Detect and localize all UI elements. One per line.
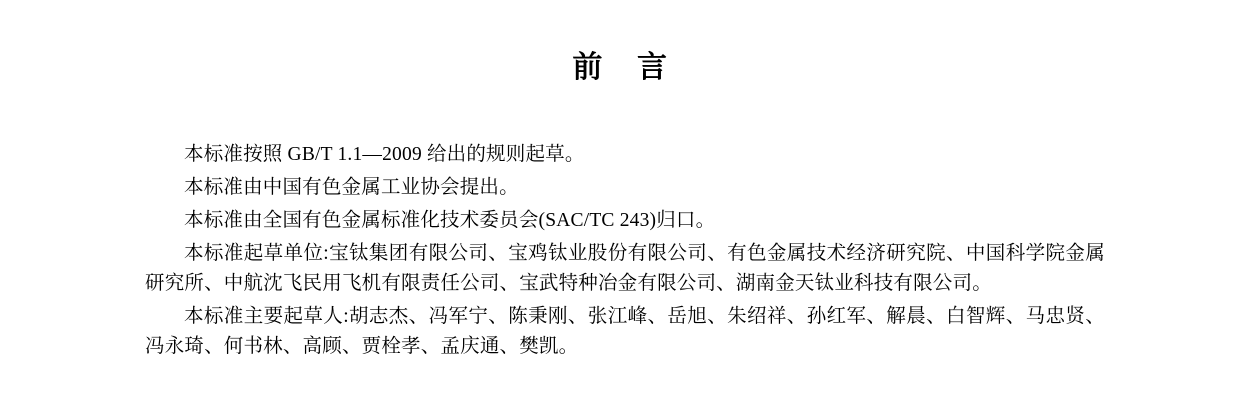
page-title (0, 42, 1240, 86)
page-title-char-second: 言 (637, 50, 668, 85)
paragraph: 本标准主要起草人:胡志杰、冯军宁、陈秉刚、张江峰、岳旭、朱绍祥、孙红军、解晨、白智辉、马忠贤、冯永琦、何书林、高顾、贾栓孝、孟庆通、樊凯。 (145, 306, 1105, 357)
paragraph: 本标准由中国有色金属工业协会提出。 (184, 177, 519, 198)
foreword-body (145, 140, 1105, 362)
paragraph: 本标准由全国有色金属标准化技术委员会(SAC/TC 243)归口。 (184, 210, 716, 231)
page-title-char-first: 前 (572, 50, 603, 85)
paragraph: 本标准起草单位:宝钛集团有限公司、宝鸡钛业股份有限公司、有色金属技术经济研究院、中国科学院金属研究所、中航沈飞民用飞机有限责任公司、宝武特种冶金有限公司、湖南金天钛业科技有限公司。 (145, 243, 1105, 294)
paragraph: 本标准按照 GB/T 1.1—2009 给出的规则起草。 (184, 144, 585, 165)
